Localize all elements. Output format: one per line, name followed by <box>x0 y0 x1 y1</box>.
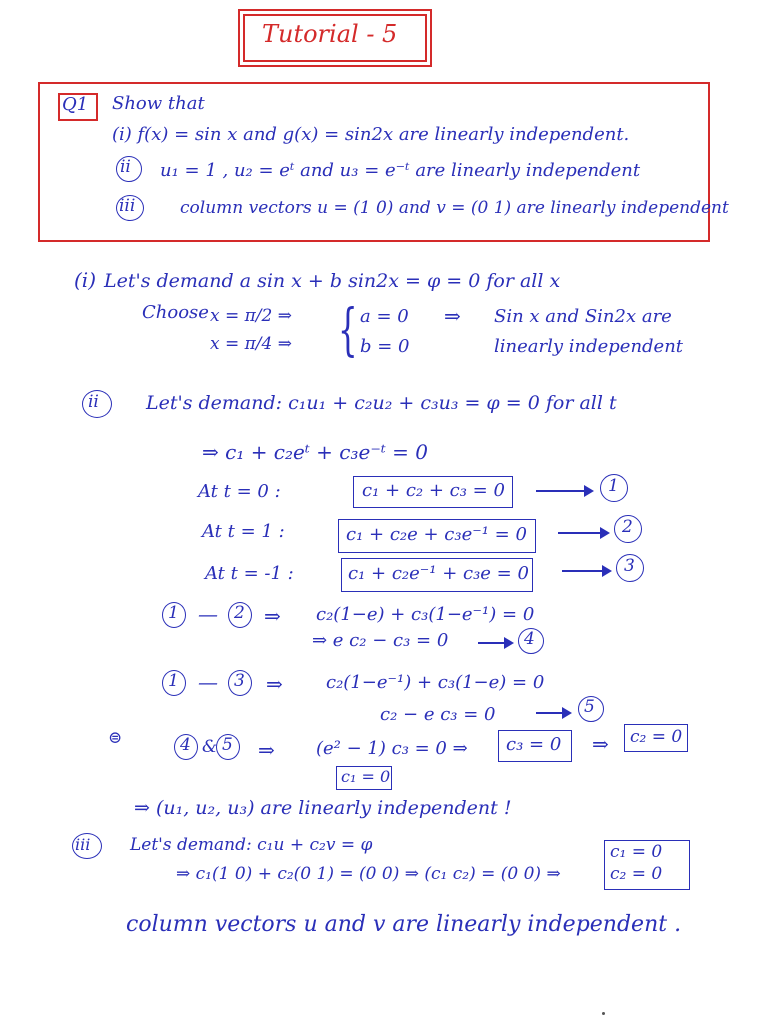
solution-ii-conclusion: ⇒ (u₁, u₂, u₃) are linearly independent ! <box>134 797 512 819</box>
at-tm1-label: At t = -1 : <box>205 563 294 584</box>
ref-1: 1 <box>168 671 179 691</box>
arrow-icon <box>558 532 608 534</box>
equation-5-number: 5 <box>584 697 595 717</box>
diff-12-simplified: ⇒ e c₂ − c₃ = 0 <box>312 630 449 651</box>
solution-i-choose: Choose <box>142 302 209 323</box>
arrow-icon <box>536 712 570 714</box>
solution-i-condition-2: x = π/4 ⇒ <box>210 334 293 354</box>
ref-5: 5 <box>222 735 233 755</box>
ref-1: 1 <box>168 603 179 623</box>
ref-4: 4 <box>180 735 191 755</box>
at-tm1-equation: c₁ + c₂e⁻¹ + c₃e = 0 <box>348 563 529 584</box>
equation-1-number: 1 <box>608 476 619 496</box>
scribble-mark: ⊜ <box>108 728 123 748</box>
solution-i-demand: Let's demand a sin x + b sin2x = φ = 0 for all x <box>104 270 561 292</box>
question-part-i: (i) f(x) = sin x and g(x) = sin2x are linearly independent. <box>112 124 630 145</box>
solution-i-label: (i) <box>74 268 97 292</box>
solution-i-result-a: a = 0 <box>360 306 409 327</box>
and-sign: & <box>202 737 218 757</box>
ref-2: 2 <box>234 603 245 623</box>
solution-i-result-b: b = 0 <box>360 336 410 357</box>
at-t0-equation: c₁ + c₂ + c₃ = 0 <box>362 480 505 501</box>
solution-iii-demand: Let's demand: c₁u + c₂v = φ <box>130 835 373 855</box>
ref-3: 3 <box>234 671 245 691</box>
minus-sign: — <box>198 602 218 626</box>
solution-iii-result-2: c₂ = 0 <box>610 864 663 884</box>
arrow-icon <box>536 490 592 492</box>
equation-4-number: 4 <box>524 629 535 649</box>
solution-i-conclusion-2: linearly independent <box>494 336 684 357</box>
page-title: Tutorial - 5 <box>262 20 398 48</box>
solution-iii-equation: ⇒ c₁(1 0) + c₂(0 1) = (0 0) ⇒ (c₁ c₂) = (0 0) ⇒ <box>176 864 561 884</box>
question-part-iii: column vectors u = (1 0) and v = (0 1) are linearly independent <box>180 198 729 218</box>
solution-ii-number: ii <box>88 392 99 412</box>
arrow-icon <box>478 642 512 644</box>
implies: ⇒ <box>266 672 283 696</box>
question-part-ii-number: ii <box>120 157 131 177</box>
solution-iii-number: iii <box>75 835 91 854</box>
c1-result: c₁ = 0 <box>341 767 391 786</box>
at-t0-label: At t = 0 : <box>198 481 281 502</box>
stray-dot <box>602 1012 605 1015</box>
diff-12-equation: c₂(1−e) + c₃(1−e⁻¹) = 0 <box>316 604 535 625</box>
minus-sign: — <box>198 670 218 694</box>
question-part-ii: u₁ = 1 , u₂ = eᵗ and u₃ = e⁻ᵗ are linearly independent <box>160 160 641 181</box>
solution-iii-conclusion: column vectors u and v are linearly independent . <box>126 912 682 937</box>
c2-result: c₂ = 0 <box>630 727 683 747</box>
solution-i-condition-1: x = π/2 ⇒ <box>210 306 293 326</box>
at-t1-label: At t = 1 : <box>202 521 285 542</box>
question-part-iii-number: iii <box>119 196 136 216</box>
question-intro: Show that <box>112 93 205 114</box>
at-t1-equation: c₁ + c₂e + c₃e⁻¹ = 0 <box>346 524 527 545</box>
implies: ⇒ <box>264 604 281 628</box>
solution-i-implies: ⇒ <box>444 304 461 328</box>
diff-13-simplified: c₂ − e c₃ = 0 <box>380 704 496 725</box>
solution-ii-equation: ⇒ c₁ + c₂eᵗ + c₃e⁻ᵗ = 0 <box>202 440 429 464</box>
equation-2-number: 2 <box>622 517 633 537</box>
diff-13-equation: c₂(1−e⁻¹) + c₃(1−e) = 0 <box>326 672 545 693</box>
solution-ii-demand: Let's demand: c₁u₁ + c₂u₂ + c₃u₃ = φ = 0 for all t <box>146 392 617 414</box>
question-tag: Q1 <box>62 94 89 115</box>
equation-3-number: 3 <box>624 556 635 576</box>
brace-symbol: { <box>338 298 358 363</box>
c3-result: c₃ = 0 <box>506 734 562 755</box>
implies: ⇒ <box>592 732 609 756</box>
solution-i-conclusion-1: Sin x and Sin2x are <box>494 306 672 327</box>
arrow-icon <box>562 570 610 572</box>
solution-iii-result-1: c₁ = 0 <box>610 842 663 862</box>
combined-equation: (e² − 1) c₃ = 0 ⇒ <box>316 738 468 759</box>
implies: ⇒ <box>258 738 275 762</box>
